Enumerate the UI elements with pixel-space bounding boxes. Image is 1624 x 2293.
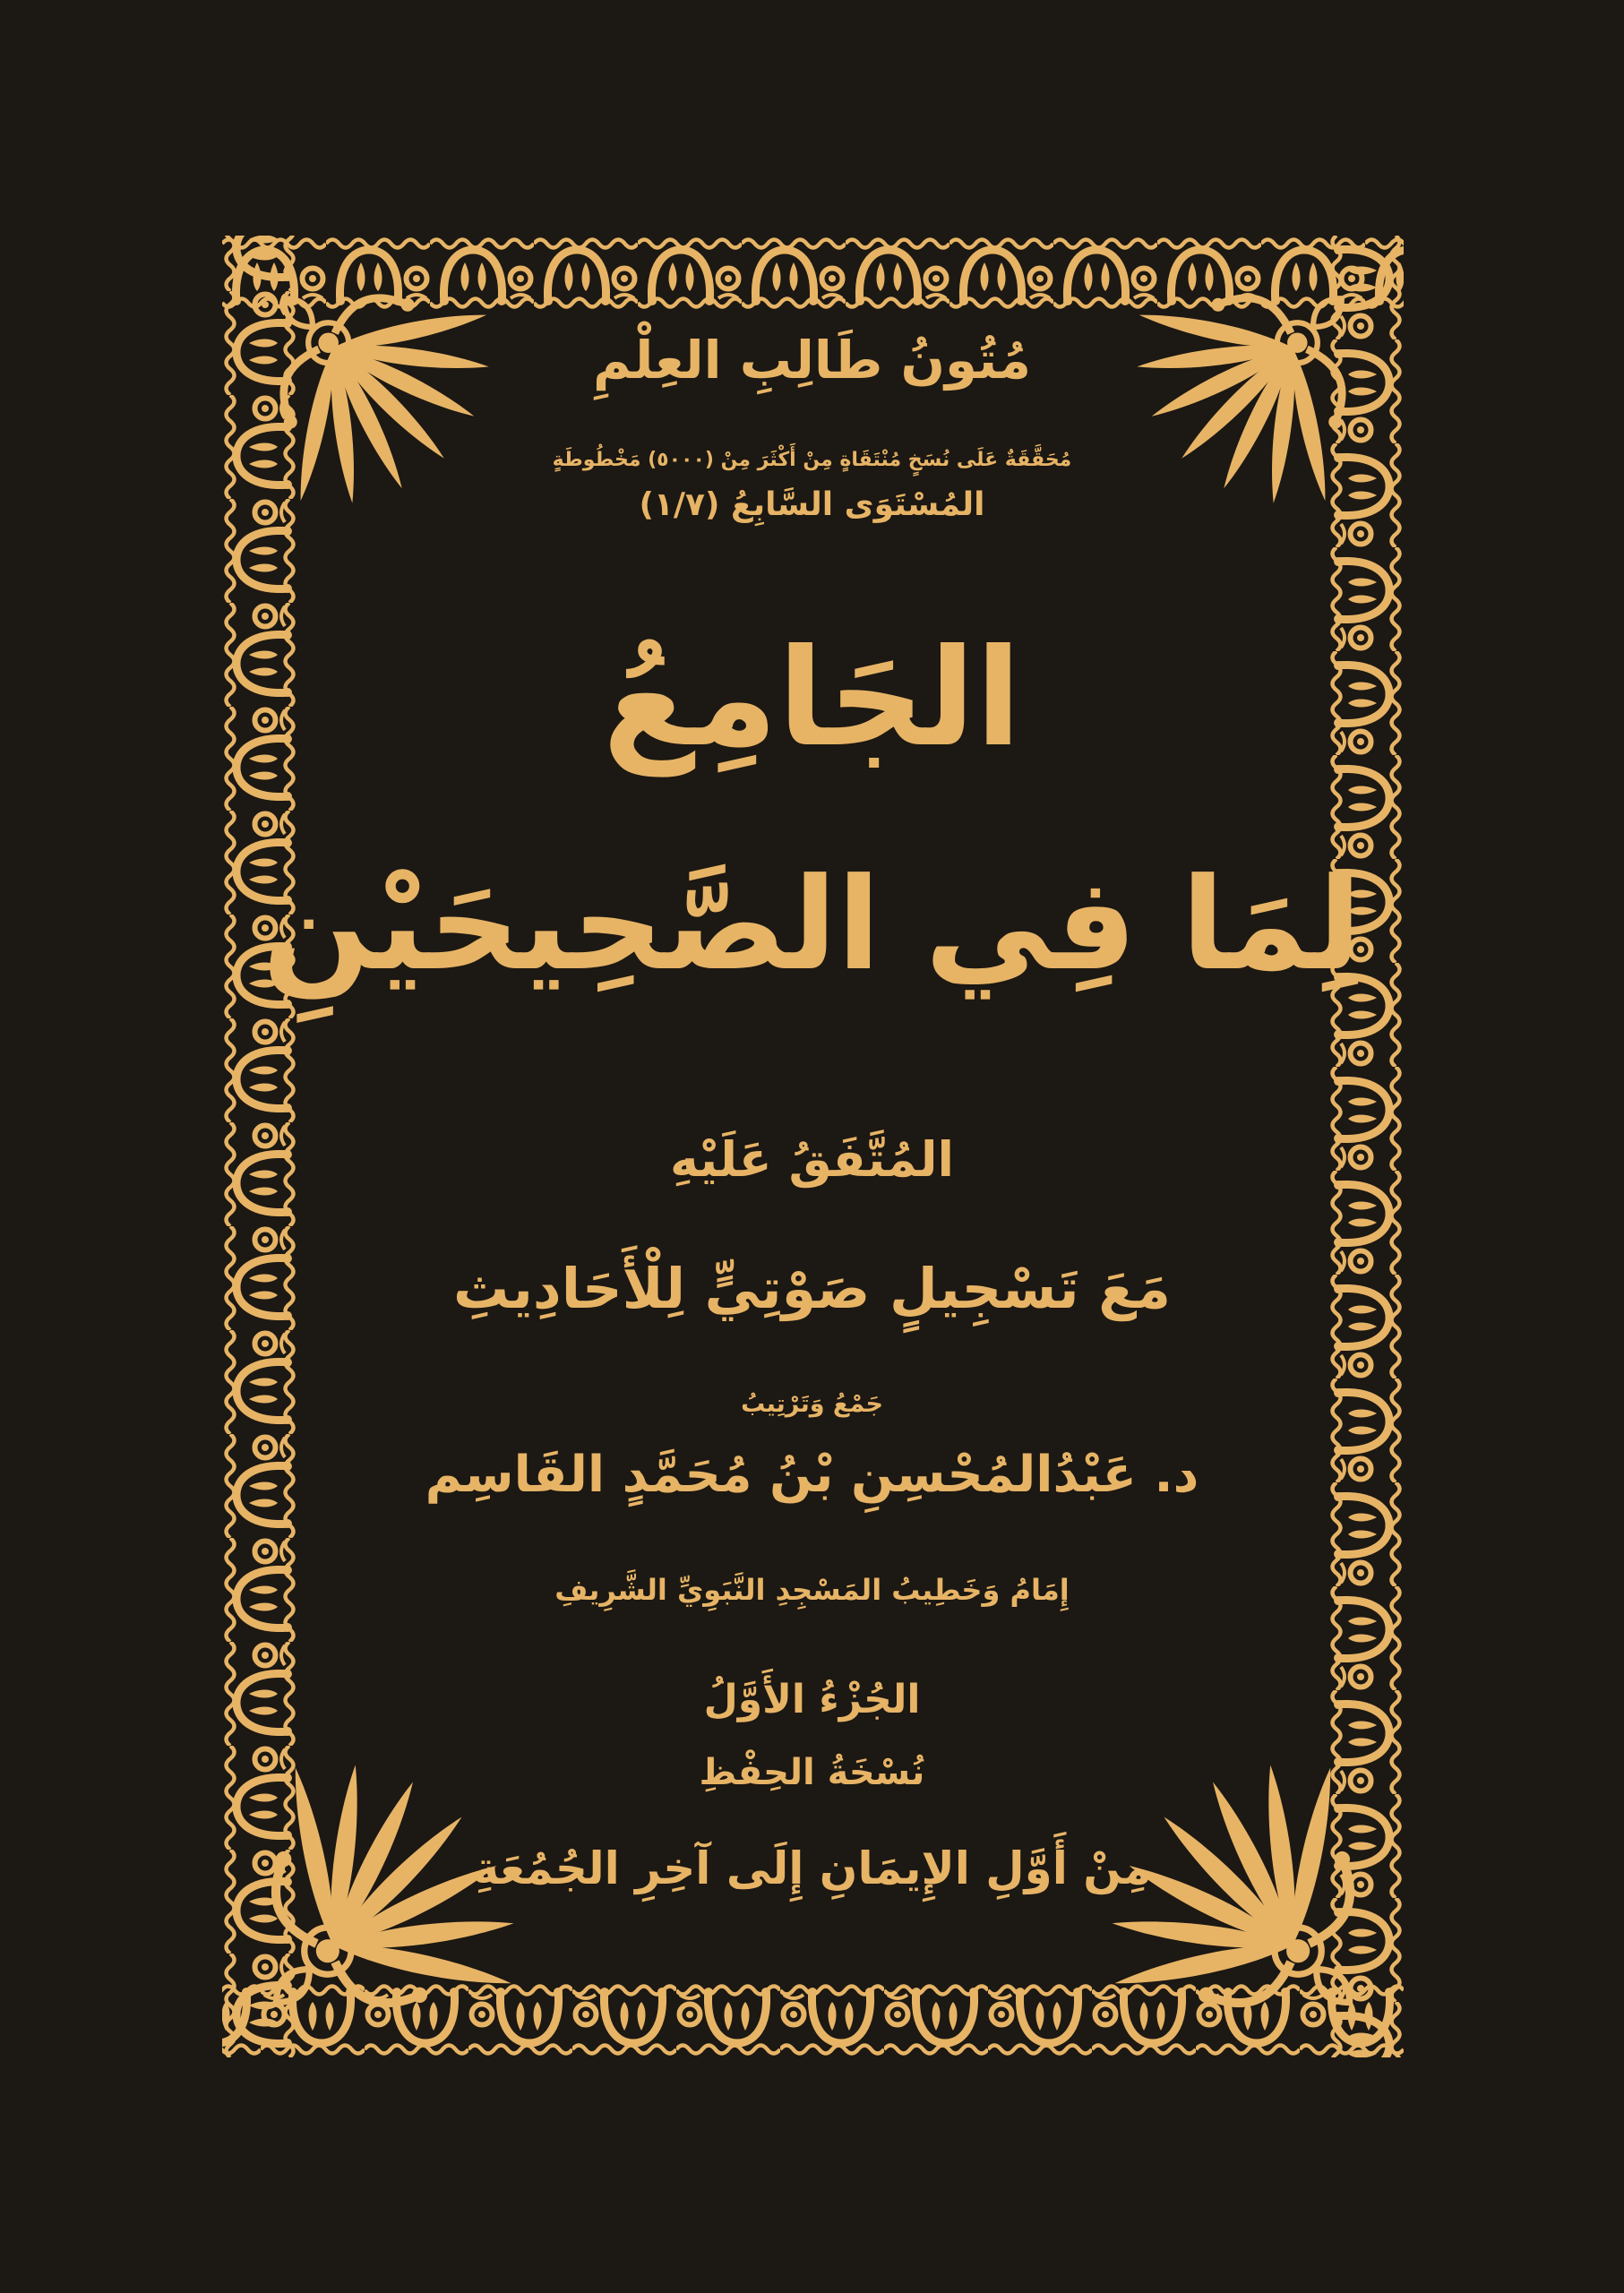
copy-type-label: نُسْخَةُ الحِفْظِ <box>699 1752 925 1793</box>
series-level: المُسْتَوَى السَّابِعُ (١/٧) <box>639 486 985 523</box>
author-name: د. عَبْدُالمُحْسِنِ بْنُ مُحَمَّدٍ القَاسِم <box>425 1446 1199 1504</box>
content-range: مِنْ أَوَّلِ الإِيمَانِ إِلَى آخِرِ الجُمُعَةِ <box>472 1842 1152 1894</box>
book-title-line-1: الجَامِعُ <box>602 621 1022 777</box>
author-role: إِمَامُ وَخَطِيبُ المَسْجِدِ النَّبَوِيِّ الشَّرِيفِ <box>554 1573 1070 1607</box>
compiled-by-label: جَمْعُ وَتَرْتِيبُ <box>741 1390 883 1418</box>
book-subtitle: المُتَّفَقُ عَلَيْهِ <box>669 1131 955 1188</box>
audio-feature-note: مَعَ تَسْجِيلٍ صَوْتِيٍّ لِلْأَحَادِيثِ <box>452 1256 1172 1321</box>
series-tagline: مُحَقَّقَةٌ عَلَى نُسَخٍ مُنْتَقَاةٍ مِنْ أَكْثَرَ مِنْ (٥٠٠٠) مَخْطُوطَةٍ <box>552 449 1072 471</box>
frame-band-bottom <box>222 1982 1404 2057</box>
book-title-line-2: لِمَا فِي الصَّحِيحَيْنِ <box>262 851 1362 999</box>
volume-label: الجُزْءُ الأَوَّلُ <box>703 1677 921 1722</box>
series-logo: مُتُونُ طَالِبِ العِلْمِ <box>593 330 1031 391</box>
